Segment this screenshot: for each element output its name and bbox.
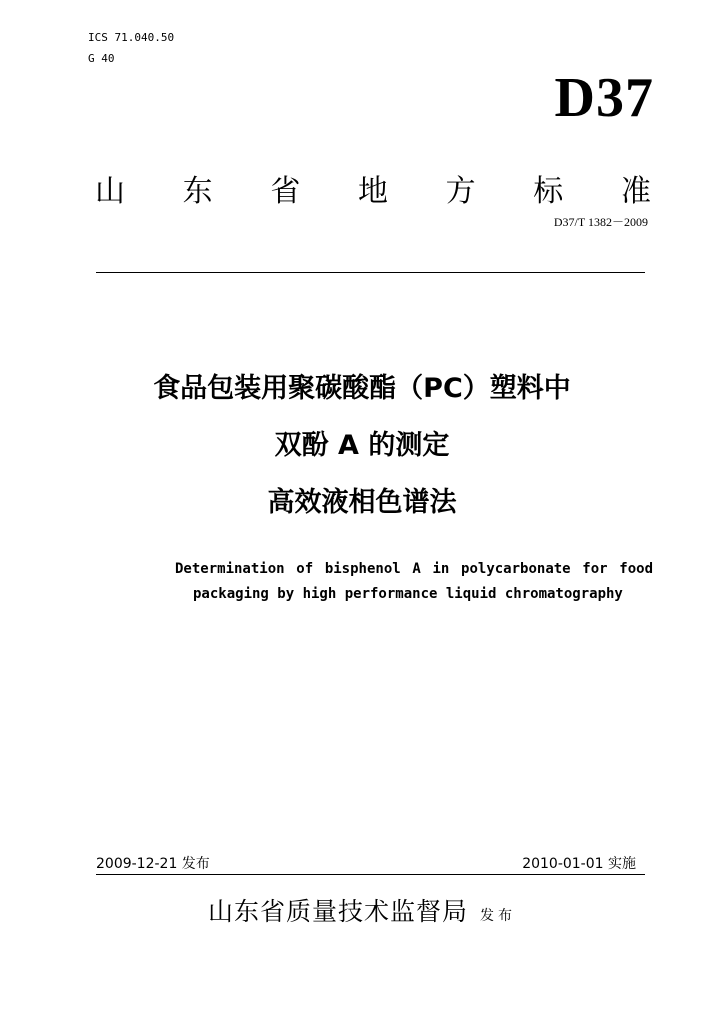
- classification-code: G 40: [88, 52, 115, 65]
- standard-code: D37: [554, 67, 654, 129]
- ics-code: ICS 71.040.50: [88, 31, 175, 44]
- bottom-divider: [96, 874, 645, 875]
- standard-type-char: 地: [357, 174, 388, 209]
- standard-type-char: 准: [620, 174, 651, 209]
- standard-type-char: 省: [270, 174, 301, 209]
- issuer-block: [0, 892, 724, 928]
- issuer-action: 发布: [480, 908, 516, 924]
- standard-type-char: 标: [533, 174, 564, 209]
- top-divider: [96, 272, 645, 273]
- publish-date: 2009-12-21 发布: [96, 856, 210, 872]
- title-line-1: 食品包装用聚碳酸酯（PC）塑料中: [153, 373, 571, 404]
- issuer-name: 山东省质量技术监督局: [207, 897, 468, 926]
- title-line-2: 双酚 A 的测定: [274, 430, 450, 461]
- standard-type-char: 方: [445, 174, 476, 209]
- english-title-line-1: Determination of bisphenol A in polycarbonate for food: [175, 561, 653, 577]
- standard-type-char: 东: [182, 174, 213, 209]
- title-line-3: 高效液相色谱法: [267, 487, 457, 518]
- english-title-line-2: packaging by high performance liquid chromatography: [193, 586, 623, 602]
- standard-type: [95, 166, 651, 210]
- standard-type-char: 山: [95, 174, 125, 209]
- implementation-date: 2010-01-01 实施: [522, 856, 636, 872]
- standard-number: D37/T 1382－2009: [553, 215, 648, 229]
